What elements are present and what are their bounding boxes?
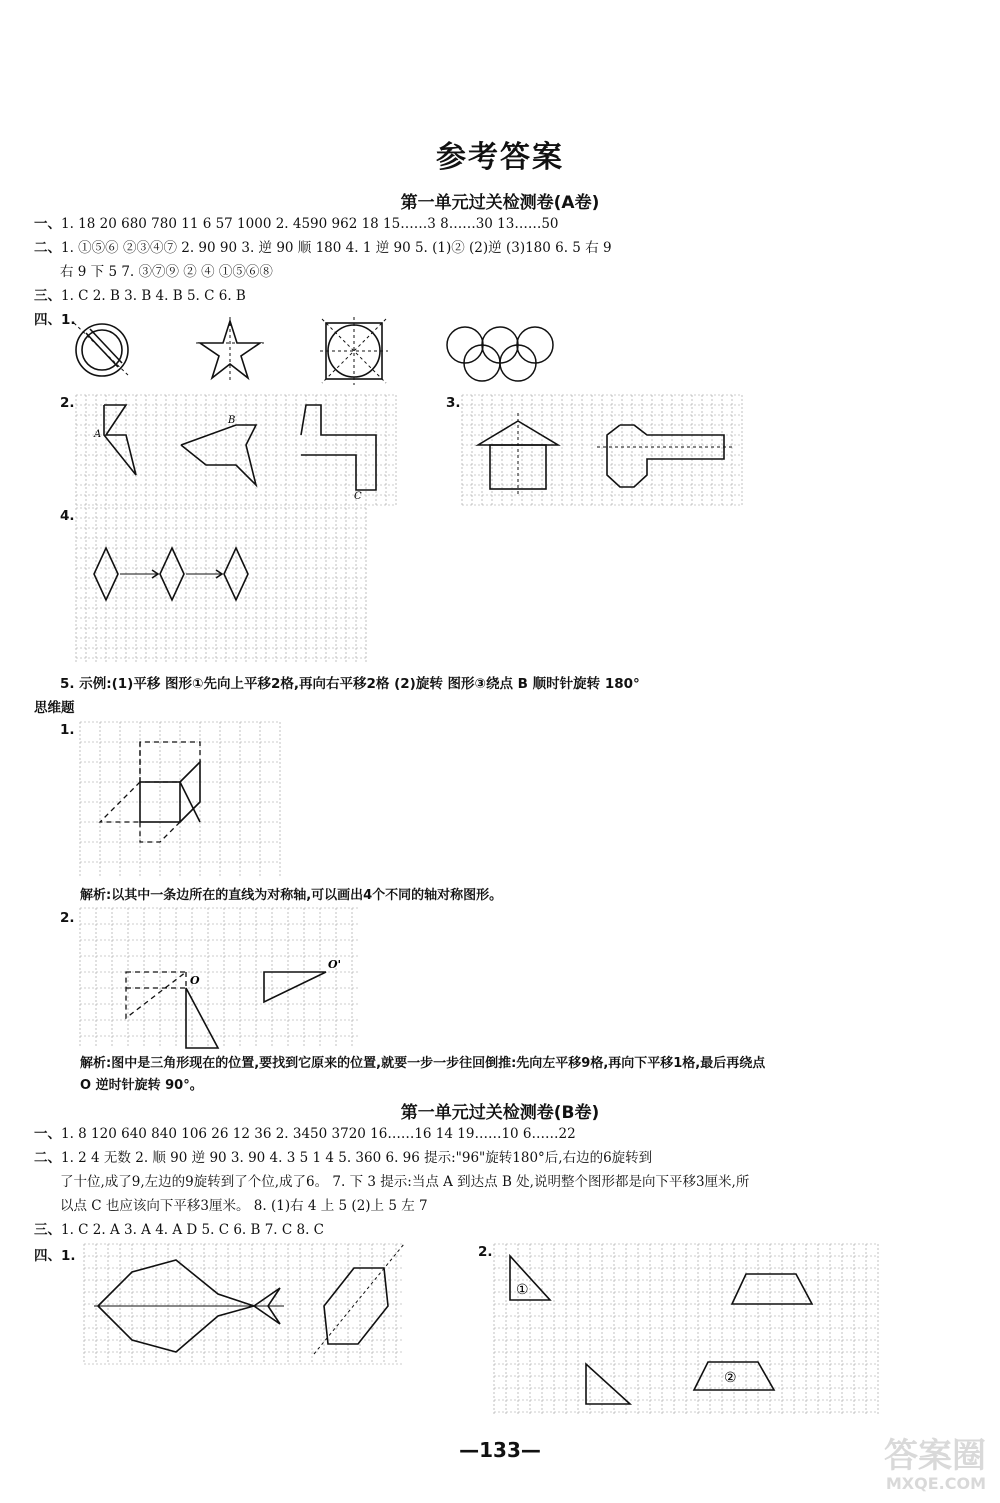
point-b: B [228, 415, 236, 426]
rhombus-sequence [94, 548, 248, 600]
a-q2-label: 二、 [34, 240, 61, 256]
a-q1 [34, 214, 559, 234]
a-q4-label: 四、1. [34, 312, 76, 328]
star-figure [196, 317, 264, 381]
symmetry-shape [140, 762, 200, 822]
triangles-trapezoids [510, 1256, 812, 1404]
b-q3 [34, 1220, 324, 1240]
page-title: 参考答案 [436, 140, 564, 175]
b-grid-2 [494, 1244, 878, 1414]
a-q3-label: 三、 [34, 288, 61, 304]
no-sign-figure [74, 323, 130, 377]
a-q2 [34, 238, 612, 258]
grid-lines [76, 395, 396, 505]
a-grid-2 [76, 395, 416, 505]
symmetry-figures [60, 315, 560, 385]
point-c: C [354, 491, 362, 502]
thinking-note2-line2 [80, 1074, 203, 1093]
a-q1-text: 1. 18 20 680 780 11 6 57 1000 2. 4590 962 18 15……3 8……30 13……50 [61, 216, 559, 232]
a-q2-line2: 右 9 下 5 7. ③⑦⑨ ② ④ ①⑤⑥⑧ [60, 264, 273, 280]
grid-lines [84, 1244, 404, 1364]
thinking-grid-1 [80, 722, 280, 877]
thinking-grid-2 [80, 908, 370, 1046]
a-q1-label: 一、 [34, 216, 61, 232]
thinking-q2-label: 2. [60, 910, 75, 926]
translated-figures [104, 405, 376, 490]
mark-1: ① [516, 1282, 529, 1298]
square-circle-figure [320, 317, 388, 385]
thinking-note1 [80, 884, 502, 903]
a-q4-3-label: 3. [446, 395, 461, 411]
a-grid-4 [76, 508, 366, 663]
a-q4-4-label: 4. [60, 508, 75, 524]
a-q3 [34, 286, 246, 306]
point-a: A [94, 429, 102, 440]
watermark-line1: 答案圈 [884, 1436, 986, 1476]
mark-2: ② [724, 1370, 737, 1386]
a-q5-text: 5. 示例:(1)平移 图形①先向上平移2格,再向右平移2格 (2)旋转 图形③绕点 B 顺时针旋转 180° [60, 676, 640, 692]
b-q1-label: 一、 [34, 1126, 61, 1142]
grid-lines [494, 1244, 878, 1414]
b-q3-text: 1. C 2. A 3. A 4. A D 5. C 6. B 7. C 8. C [61, 1222, 325, 1238]
b-q4-label: 四、1. [34, 1248, 76, 1264]
b-q1 [34, 1124, 576, 1144]
thinking-heading: 思维题 [34, 700, 75, 716]
point-o: O [190, 974, 200, 987]
b-q1-text: 1. 8 120 640 840 106 26 12 36 2. 3450 3720 16……16 14 19……10 6……22 [61, 1126, 576, 1142]
section-b-heading: 第一单元过关检测卷(B卷) [400, 1103, 600, 1123]
olympic-rings-figure [447, 327, 553, 381]
a-q3-text: 1. C 2. B 3. B 4. B 5. C 6. B [61, 288, 246, 304]
dashed-rotation [126, 972, 186, 1018]
b-q2-line3: 以点 C 也应该向下平移3厘米。 8. (1)右 4 上 5 (2)上 5 左 7 [60, 1198, 428, 1214]
grid-lines [80, 908, 360, 1046]
b-q3-label: 三、 [34, 1222, 61, 1238]
thinking-q1-label: 1. [60, 722, 75, 738]
hexagon-figure [314, 1244, 404, 1354]
section-a-heading: 第一单元过关检测卷(A卷) [400, 193, 600, 213]
a-q4-2-label: 2. [60, 395, 75, 411]
b-q2-line2: 了十位,成了9,左边的9旋转到了个位,成了6。 7. 下 3 提示:当点 A 到达点 B 处,说明整个图形都是向下平移3厘米,所 [60, 1174, 750, 1190]
point-o-prime: O' [328, 958, 341, 971]
a-grid-3 [462, 395, 742, 505]
b-q2-line1: 1. 2 4 无数 2. 顺 90 逆 90 3. 90 4. 3 5 1 4 5. 360 6. 96 提示:"96"旋转180°后,右边的6旋转到 [61, 1150, 653, 1166]
page-number: —133— [459, 1438, 541, 1462]
fish-figure [94, 1260, 284, 1352]
b-q2 [34, 1148, 652, 1168]
watermark-logo [836, 1438, 986, 1498]
thinking-note2-line2-text: O 逆时针旋转 90°。 [80, 1078, 203, 1093]
a-q5 [60, 674, 640, 694]
thinking-note2-line1-text: 解析:图中是三角形现在的位置,要找到它原来的位置,就要一步一步往回倒推:先向左平移9格,再向下平移1格,最后再绕点 [80, 1056, 766, 1071]
thinking-note1-text: 解析:以其中一条边所在的直线为对称轴,可以画出4个不同的轴对称图形。 [80, 888, 503, 903]
watermark-line2: MXQE.COM [885, 1474, 986, 1493]
b-q4-2-label: 2. [478, 1244, 493, 1260]
thinking-note2-line1 [80, 1052, 765, 1071]
grid-lines [76, 508, 366, 663]
b-grid-1 [84, 1244, 424, 1364]
a-q2-line1: 1. ①⑤⑥ ②③④⑦ 2. 90 90 3. 逆 90 顺 180 4. 1 逆 90 5. (1)② (2)逆 (3)180 6. 5 右 9 [61, 240, 612, 256]
b-q2-label: 二、 [34, 1150, 61, 1166]
